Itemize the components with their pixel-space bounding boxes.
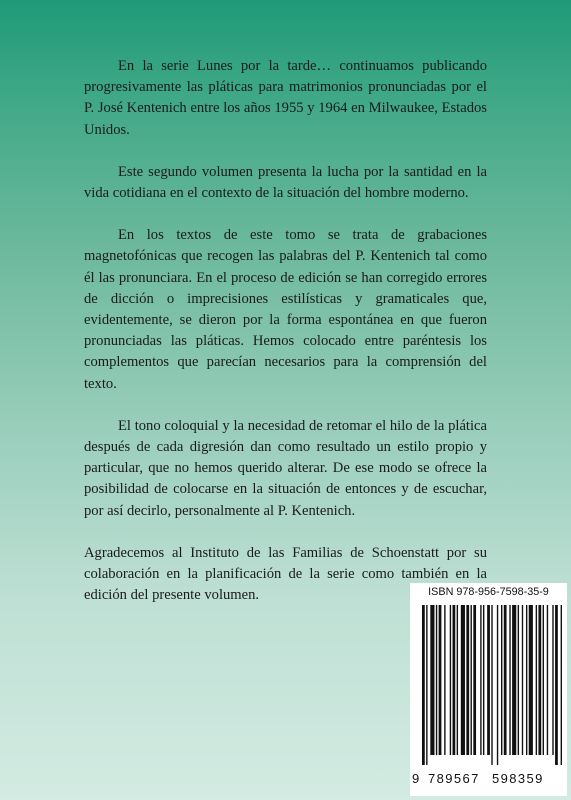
barcode-bar	[501, 605, 502, 755]
barcode-bar	[529, 605, 533, 755]
barcode-bar	[444, 605, 445, 755]
barcode-bar	[471, 605, 472, 755]
paragraph-recordings: En los textos de este tomo se trata de grabaciones magnetofónicas que recogen las palabras del P. Kentenich tal como él las pronunciara. En el proceso de edición se han corregido errores de dicción o imprecisiones estilísticas y gramaticales que, evidentemente, se dieron por la forma espontánea en que fueron pronunciadas las pláticas. Hemos colocado entre paréntesis los complementos que parecían necesarios para la comprensión del texto.	[84, 227, 487, 392]
barcode-bar	[422, 605, 425, 765]
paragraph-intro: En la serie Lunes por la tarde… continuamos publicando progresivamente las pláticas para matrimonios pronunciadas por el P. José Kentenich entre los años 1955 y 1964 en Milwaukee, Estados Unidos.	[84, 58, 487, 138]
barcode-bar	[457, 605, 458, 755]
barcode-bar	[439, 605, 442, 755]
barcode-bar	[483, 605, 484, 755]
paragraph-style: El tono coloquial y la necesidad de retomar el hilo de la plática después de cada digresión dan como resultado un estilo propio y particular, que no hemos querido alterar. De ese modo se ofrece la posibilidad de colocarse en la situación de entonces y de escuchar, por así decirlo, personalmente al P. Kentenich.	[84, 417, 487, 519]
isbn-barcode	[410, 583, 567, 796]
barcode-bar	[453, 605, 456, 755]
barcode-bar	[522, 605, 523, 755]
barcode-bar	[466, 605, 469, 755]
barcode-bar	[518, 605, 519, 755]
barcode-bar	[509, 605, 510, 755]
barcode-bars	[422, 605, 562, 765]
barcode-bar	[526, 605, 527, 755]
barcode-digits-right: 598359	[492, 771, 544, 786]
barcode-bar	[552, 605, 553, 755]
barcode-bar	[497, 605, 498, 765]
paragraph-thanks: Agradecemos al Instituto de las Familias de Schoenstatt por su colaboración en la planificación de la serie como también en la edición del presente volumen.	[84, 544, 487, 604]
back-cover-text	[84, 56, 487, 627]
barcode-bar	[543, 605, 544, 755]
barcode-bar	[461, 605, 465, 755]
barcode-bar	[504, 605, 507, 755]
barcode-bar	[547, 605, 548, 755]
barcode-bar	[555, 605, 558, 765]
barcode-digit-first: 9	[412, 771, 420, 786]
barcode-bar	[426, 605, 427, 765]
barcode-bar	[430, 605, 434, 755]
barcode-digits-left: 789567	[428, 771, 480, 786]
isbn-label: ISBN 978-956-7598-35-9	[428, 586, 549, 598]
paragraph-volume: Este segundo volumen presenta la lucha por la santidad en la vida cotidiana en el contexto de la situación del hombre moderno.	[84, 163, 487, 202]
barcode-bar	[473, 605, 476, 755]
barcode-bar	[512, 605, 516, 755]
barcode-bar	[491, 605, 492, 765]
barcode-bar	[538, 605, 541, 755]
barcode-bar	[480, 605, 481, 755]
barcode-bar	[436, 605, 437, 755]
barcode-bar	[487, 605, 490, 755]
barcode-bar	[561, 605, 562, 765]
barcode-bar	[450, 605, 451, 755]
barcode-bar	[536, 605, 537, 755]
